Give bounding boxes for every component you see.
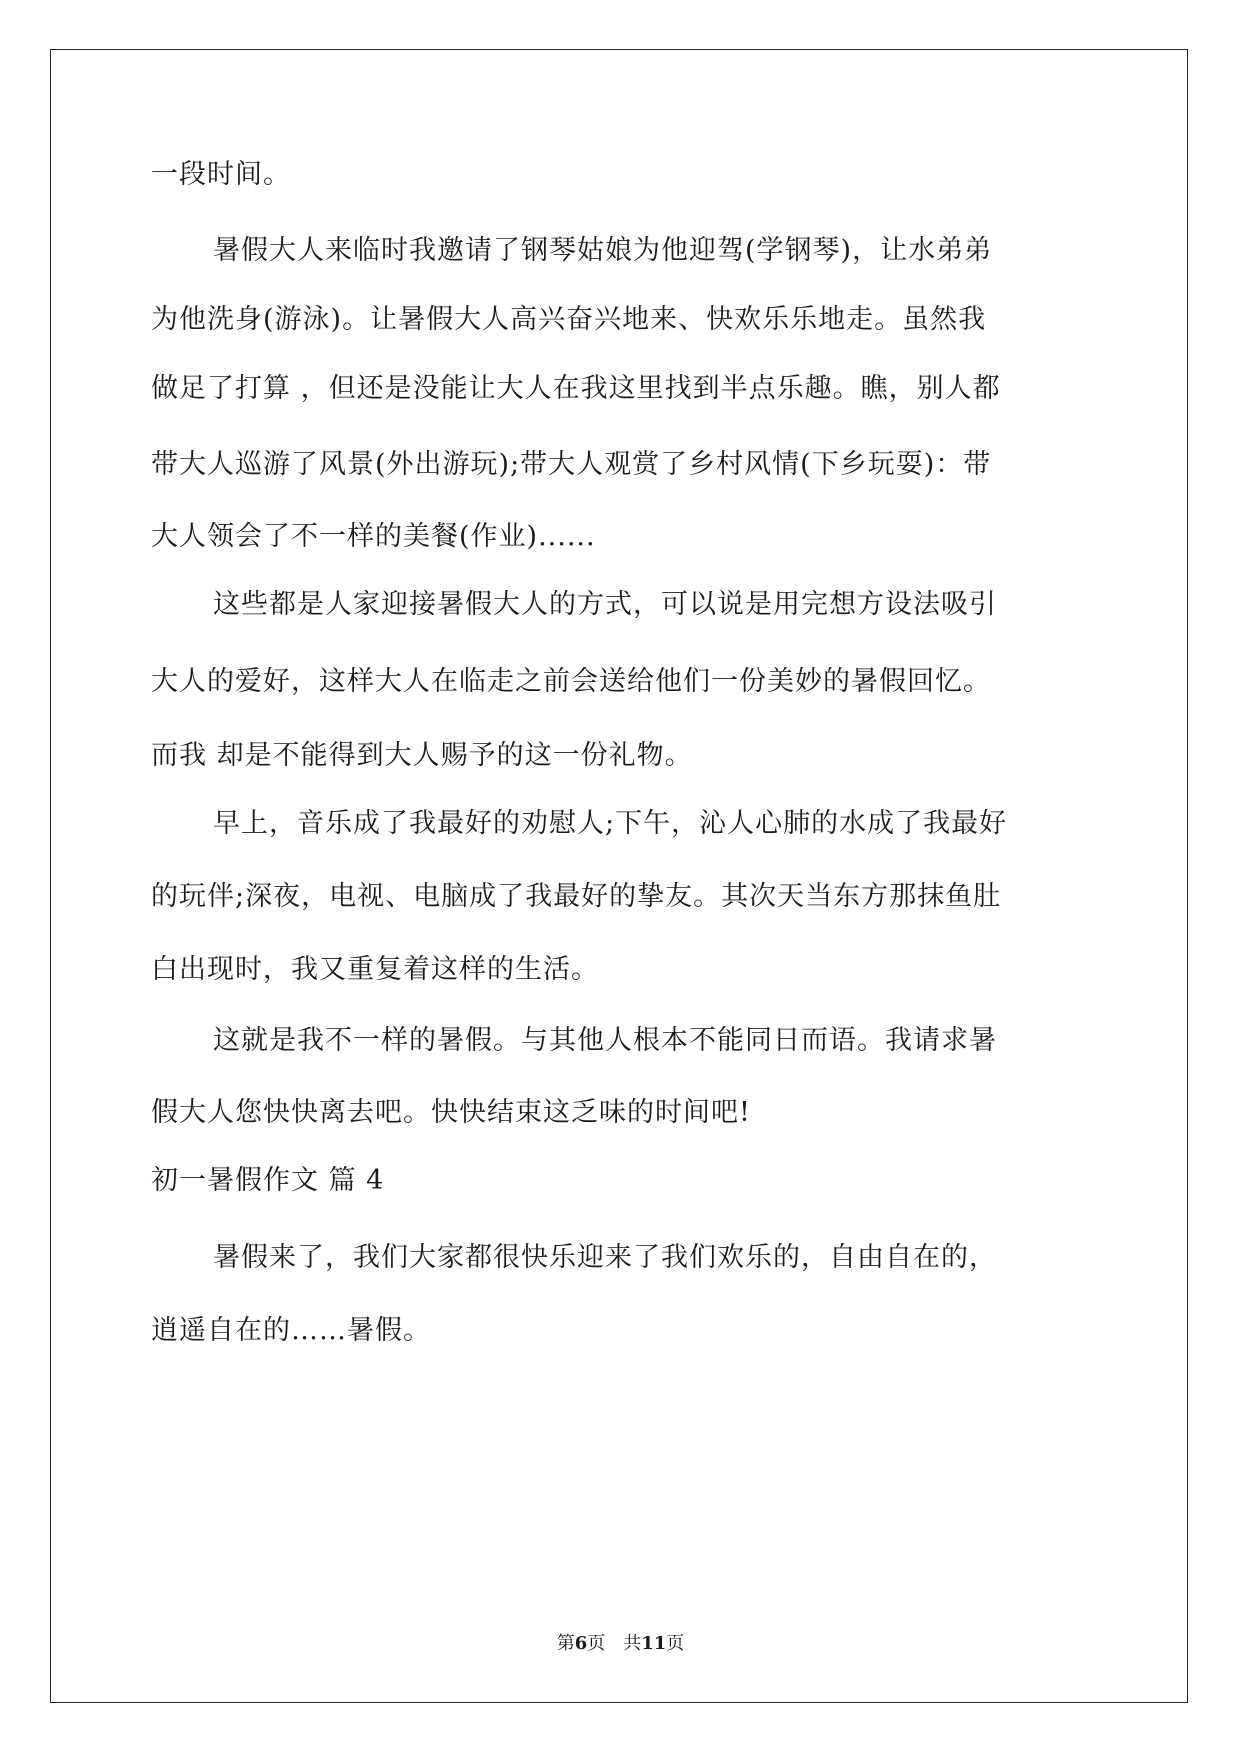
page-footer — [0, 1632, 1241, 1656]
paragraph-start-line: 暑假来了，我们大家都很快乐迎来了我们欢乐的，自由自在的， — [213, 1242, 997, 1273]
text-line: 逍遥自在的……暑假。 — [151, 1315, 431, 1346]
footer-page-suffix: 页 — [587, 1633, 606, 1654]
footer-total-suffix: 页 — [666, 1633, 685, 1654]
current-page-number: 6 — [574, 1633, 588, 1654]
text-line: 大人领会了不一样的美餐(作业)...... — [151, 521, 596, 552]
paragraph-start-line: 暑假大人来临时我邀请了钢琴姑娘为他迎驾(学钢琴)，让水弟弟 — [213, 235, 993, 266]
footer-prefix: 第 — [556, 1633, 575, 1654]
section-heading: 初一暑假作文 篇 4 — [151, 1165, 385, 1196]
text-line: 白出现时，我又重复着这样的生活。 — [151, 954, 599, 985]
text-line: 一段时间。 — [151, 159, 291, 190]
text-line: 大人的爱好，这样大人在临走之前会送给他们一份美妙的暑假回忆。 — [151, 666, 991, 697]
text-line: 的玩伴;深夜，电视、电脑成了我最好的挚友。其次天当东方那抹鱼肚 — [151, 881, 1002, 912]
text-line: 做足了打算 ，但还是没能让大人在我这里找到半点乐趣。瞧，别人都 — [151, 373, 1001, 404]
footer-total-prefix: 共 — [623, 1633, 642, 1654]
paragraph-start-line: 早上，音乐成了我最好的劝慰人;下午，沁人心肺的水成了我最好 — [213, 808, 1008, 839]
paragraph-start-line: 这就是我不一样的暑假。与其他人根本不能同日而语。我请求暑 — [213, 1025, 997, 1056]
text-line: 假大人您快快离去吧。快快结束这乏味的时间吧! — [151, 1097, 751, 1128]
page-border — [50, 49, 1188, 1703]
text-line: 为他洗身(游泳)。让暑假大人高兴奋兴地来、快欢乐乐地走。虽然我 — [151, 304, 987, 335]
text-line: 而我 却是不能得到大人赐予的这一份礼物。 — [151, 740, 693, 771]
text-line: 带大人巡游了风景(外出游玩);带大人观赏了乡村风情(下乡玩耍)：带 — [151, 449, 992, 480]
total-page-count: 11 — [641, 1633, 667, 1654]
paragraph-start-line: 这些都是人家迎接暑假大人的方式，可以说是用完想方设法吸引 — [213, 589, 997, 620]
